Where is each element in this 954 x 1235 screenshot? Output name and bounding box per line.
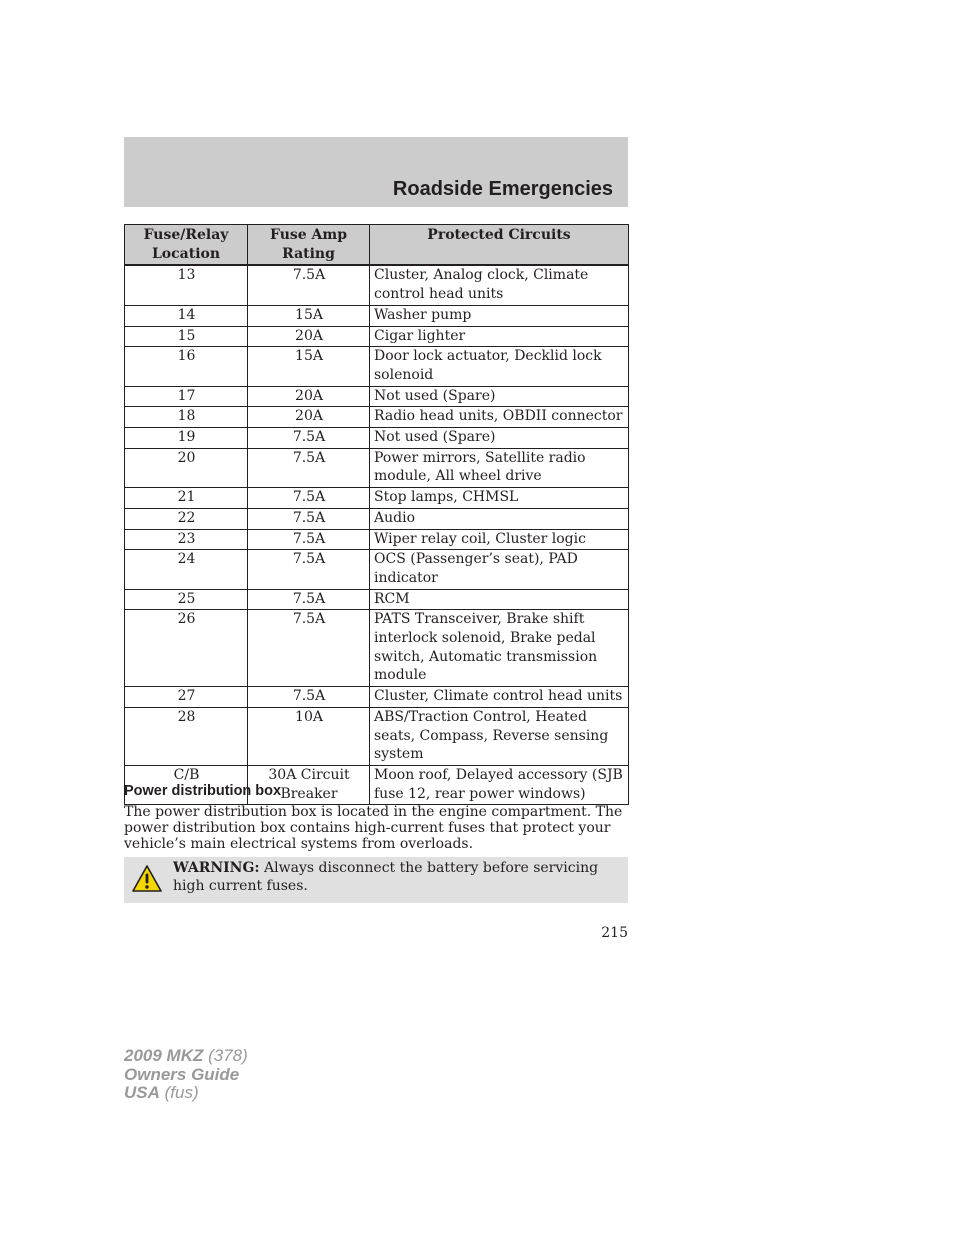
body-paragraph: The power distribution box is located in the engine compartment. The power distribution box contains high-current fuses that protect your vehicle’s main electrical systems from overloads. <box>124 804 623 852</box>
table-row <box>125 550 629 589</box>
cell-circuits: Washer pump <box>370 305 629 326</box>
table-row <box>125 407 629 428</box>
cell-circuits: Cigar lighter <box>370 326 629 347</box>
warning-box <box>124 857 628 903</box>
table-row <box>125 488 629 509</box>
table-row <box>125 508 629 529</box>
table-header-row <box>125 225 629 266</box>
cell-location: 20 <box>125 448 248 487</box>
table-row <box>125 687 629 708</box>
cell-rating: 15A <box>248 347 370 386</box>
table-row <box>125 347 629 386</box>
cell-location: 26 <box>125 610 248 687</box>
table-row <box>125 610 629 687</box>
column-header-circuits: Protected Circuits <box>370 225 629 266</box>
cell-rating: 7.5A <box>248 508 370 529</box>
warning-text <box>173 860 623 895</box>
cell-rating: 7.5A <box>248 550 370 589</box>
cell-rating: 7.5A <box>248 448 370 487</box>
table-row <box>125 265 629 305</box>
subhead-power-distribution-box: Power distribution box <box>124 783 282 799</box>
section-header-band <box>124 137 628 207</box>
column-header-rating: Fuse Amp Rating <box>248 225 370 266</box>
footer-doc-id <box>124 1047 248 1103</box>
cell-rating: 7.5A <box>248 428 370 449</box>
cell-circuits: Not used (Spare) <box>370 428 629 449</box>
fuse-table <box>124 224 629 805</box>
cell-location: 25 <box>125 589 248 610</box>
footer-line-2: Owners Guide <box>124 1064 240 1084</box>
table-row <box>125 529 629 550</box>
cell-circuits: Audio <box>370 508 629 529</box>
table-row <box>125 326 629 347</box>
cell-circuits: Power mirrors, Satellite radio module, All wheel drive <box>370 448 629 487</box>
cell-rating: 7.5A <box>248 488 370 509</box>
table-row <box>125 305 629 326</box>
cell-location: C/B <box>125 765 248 804</box>
cell-location: 16 <box>125 347 248 386</box>
cell-circuits: Cluster, Climate control head units <box>370 687 629 708</box>
cell-rating: 7.5A <box>248 589 370 610</box>
cell-circuits: OCS (Passenger’s seat), PAD indicator <box>370 550 629 589</box>
cell-location: 17 <box>125 386 248 407</box>
cell-rating: 7.5A <box>248 529 370 550</box>
cell-location: 28 <box>125 707 248 765</box>
cell-rating: 20A <box>248 407 370 428</box>
cell-location: 23 <box>125 529 248 550</box>
warning-message: Always disconnect the battery before servicing high current fuses. <box>173 860 599 894</box>
cell-rating: 30A Circuit Breaker <box>248 765 370 804</box>
cell-rating: 20A <box>248 386 370 407</box>
cell-circuits: Moon roof, Delayed accessory (SJB fuse 12, rear power windows) <box>370 765 629 804</box>
cell-circuits: Stop lamps, CHMSL <box>370 488 629 509</box>
table-row <box>125 386 629 407</box>
cell-location: 14 <box>125 305 248 326</box>
table-row <box>125 589 629 610</box>
cell-circuits: ABS/Traction Control, Heated seats, Compass, Reverse sensing system <box>370 707 629 765</box>
fuse-table-body <box>125 265 629 804</box>
footer-line-3: USA (fus) <box>124 1083 199 1102</box>
cell-rating: 15A <box>248 305 370 326</box>
warning-label: WARNING: <box>173 860 260 876</box>
cell-rating: 7.5A <box>248 687 370 708</box>
page-number: 215 <box>601 925 628 941</box>
cell-location: 27 <box>125 687 248 708</box>
table-row <box>125 448 629 487</box>
warning-triangle-icon <box>131 864 163 894</box>
cell-circuits: Not used (Spare) <box>370 386 629 407</box>
cell-location: 15 <box>125 326 248 347</box>
cell-location: 19 <box>125 428 248 449</box>
cell-rating: 7.5A <box>248 610 370 687</box>
table-row <box>125 707 629 765</box>
cell-circuits: PATS Transceiver, Brake shift interlock solenoid, Brake pedal switch, Automatic transmission module <box>370 610 629 687</box>
cell-circuits: Cluster, Analog clock, Climate control head units <box>370 265 629 305</box>
cell-location: 24 <box>125 550 248 589</box>
cell-rating: 10A <box>248 707 370 765</box>
cell-location: 18 <box>125 407 248 428</box>
cell-circuits: Wiper relay coil, Cluster logic <box>370 529 629 550</box>
column-header-location: Fuse/Relay Location <box>125 225 248 266</box>
cell-circuits: Radio head units, OBDII connector <box>370 407 629 428</box>
footer-line-1: 2009 MKZ (378) <box>124 1046 248 1065</box>
cell-location: 22 <box>125 508 248 529</box>
table-row <box>125 428 629 449</box>
cell-location: 21 <box>125 488 248 509</box>
cell-location: 13 <box>125 265 248 305</box>
cell-circuits: RCM <box>370 589 629 610</box>
cell-rating: 7.5A <box>248 265 370 305</box>
section-title: Roadside Emergencies <box>392 178 613 200</box>
cell-circuits: Door lock actuator, Decklid lock solenoid <box>370 347 629 386</box>
cell-rating: 20A <box>248 326 370 347</box>
